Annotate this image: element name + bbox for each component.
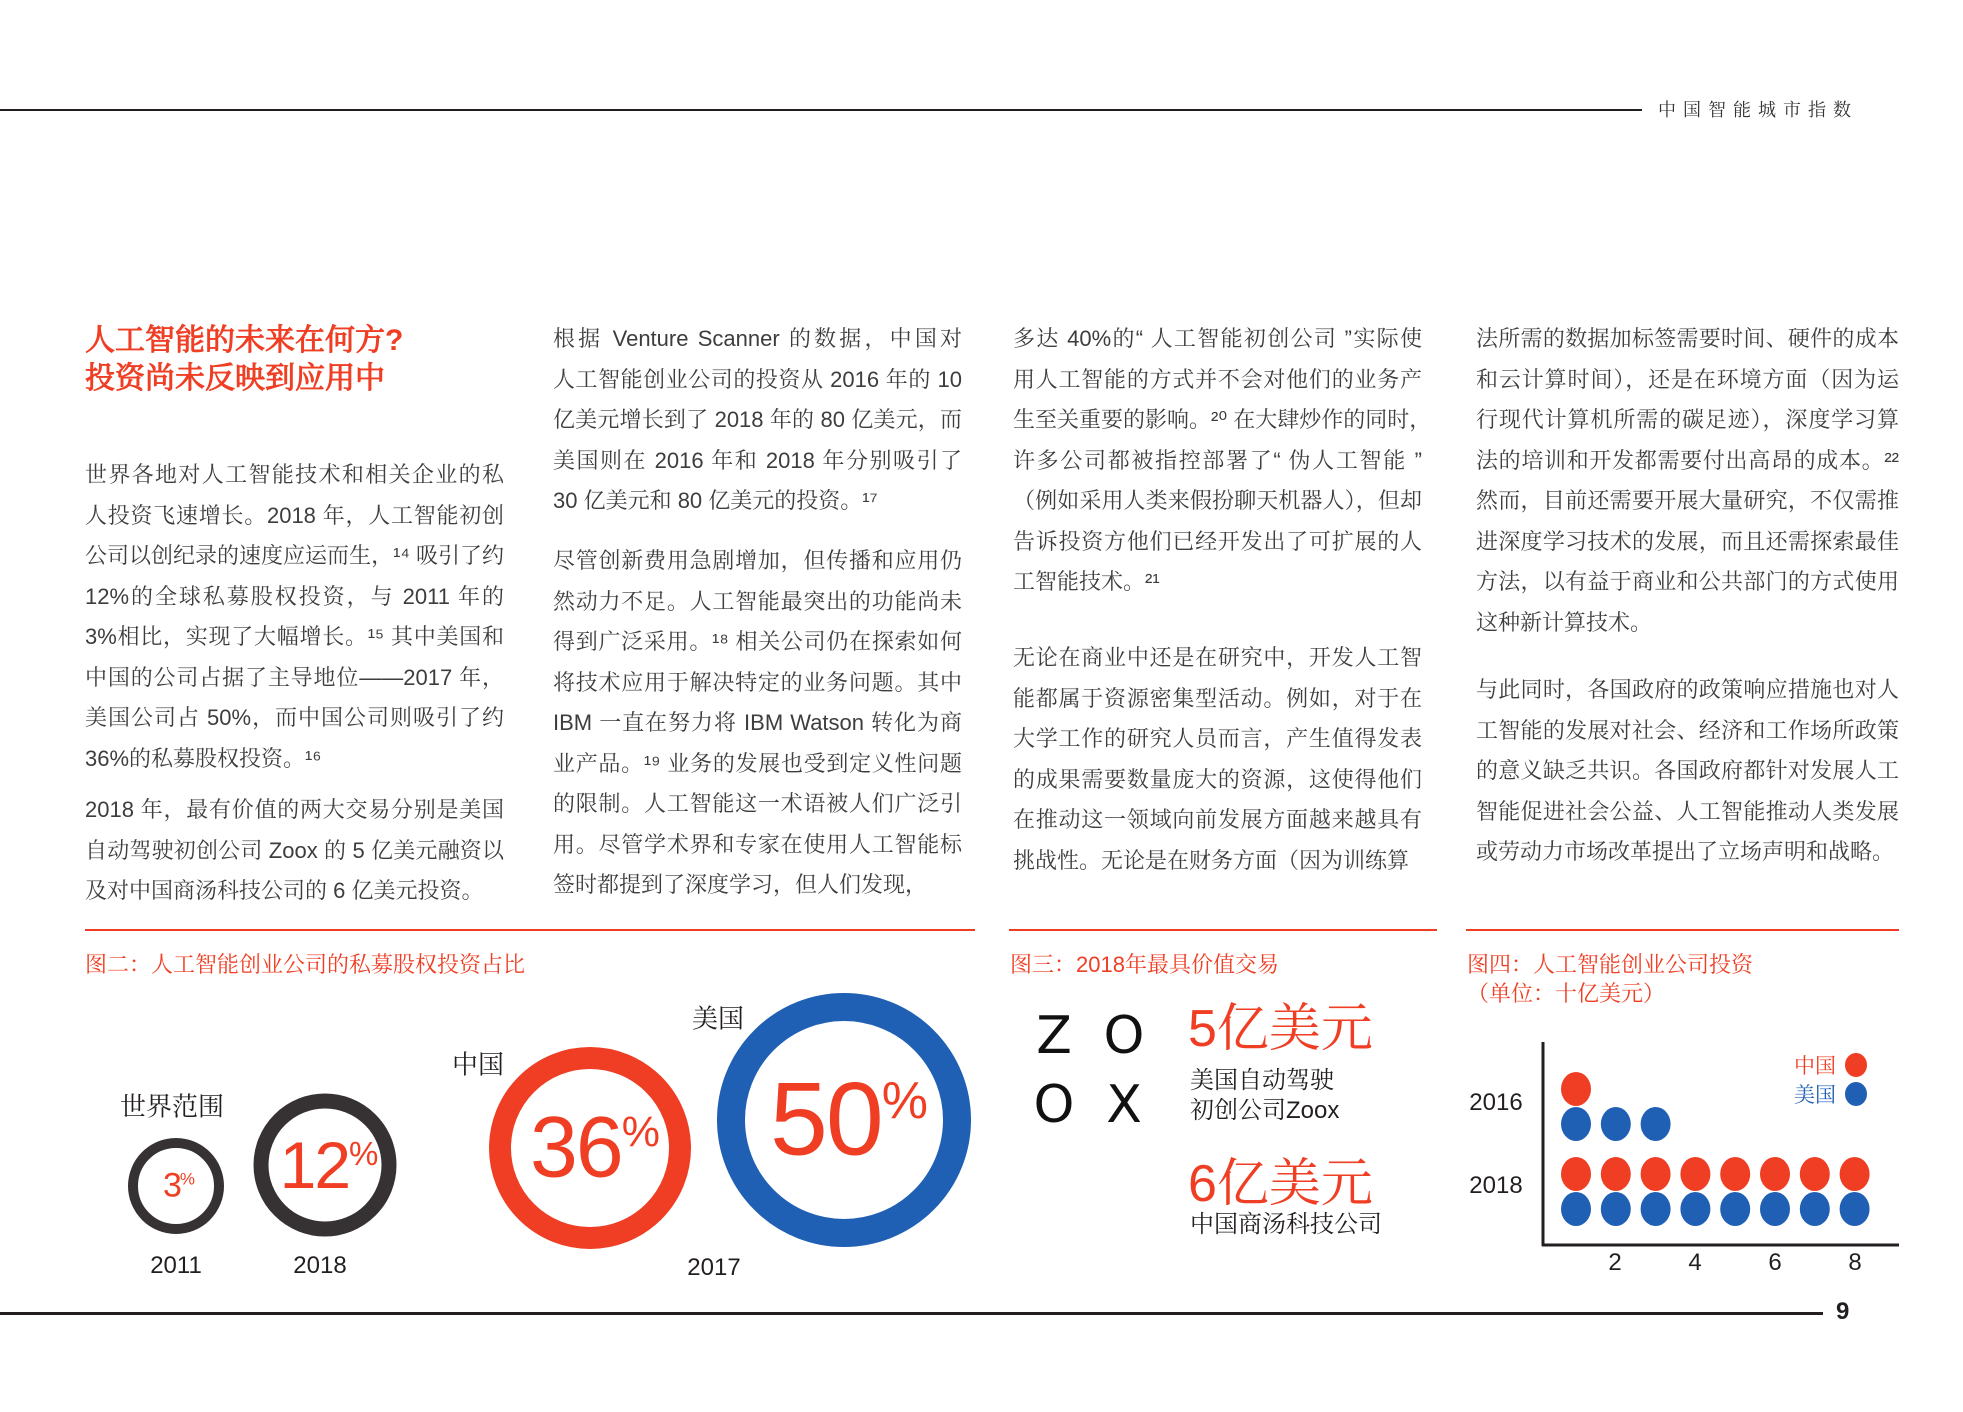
dot-us-2018 bbox=[1800, 1192, 1830, 1226]
text-line: 的限制。人工智能这一术语被人们广泛引 bbox=[553, 791, 962, 816]
dot-china-2018 bbox=[1641, 1157, 1671, 1191]
dot-china-2016 bbox=[1561, 1072, 1591, 1106]
logo-letter: O bbox=[1103, 1006, 1145, 1066]
dot-china-2018 bbox=[1680, 1157, 1710, 1191]
dot-us-2018 bbox=[1760, 1192, 1790, 1226]
text-line: 业产品。¹⁹ 业务的发展也受到定义性问题 bbox=[553, 750, 962, 776]
text-line: 自动驾驶初创公司 Zoox 的 5 亿美元融资以 bbox=[85, 837, 504, 863]
dot-us-2016 bbox=[1601, 1107, 1631, 1141]
text-line: （例如采用人类来假扮聊天机器人），但却 bbox=[1013, 488, 1422, 513]
text-line: 与此同时，各国政府的政策响应措施也对人 bbox=[1476, 677, 1899, 702]
logo-letter: X bbox=[1106, 1075, 1142, 1135]
dot-china-2018 bbox=[1601, 1157, 1631, 1191]
dot-us-2018 bbox=[1641, 1192, 1671, 1226]
year-2017: 2017 bbox=[687, 1254, 741, 1281]
deal-amount-zoox: 5亿美元 bbox=[1188, 1000, 1373, 1058]
dot-china-2018 bbox=[1561, 1157, 1591, 1191]
logo-letter: Z bbox=[1036, 1006, 1072, 1066]
dot-us-2018 bbox=[1601, 1192, 1631, 1226]
text-line: 生至关重要的影响。²⁰ 在大肆炒作的同时， bbox=[1013, 407, 1432, 432]
text-line: 告诉投资方他们已经开发出了可扩展的人 bbox=[1013, 528, 1422, 554]
text-line: 的意义缺乏共识。各国政府都针对发展人工 bbox=[1476, 758, 1899, 783]
pct-sign: % bbox=[179, 1169, 194, 1189]
caption-line: 图四：人工智能创业公司投资 bbox=[1467, 952, 1754, 977]
year-2018: 2018 bbox=[293, 1252, 347, 1279]
legend-china: 中国 bbox=[1794, 1055, 1836, 1078]
text-line: 挑战性。无论是在财务方面（因为训练算 bbox=[1013, 847, 1410, 873]
footer-rule bbox=[0, 1312, 1823, 1315]
pct-value: 36 bbox=[530, 1099, 622, 1196]
china-label: 中国 bbox=[451, 1049, 505, 1080]
text-line: 行现代计算机所需的碳足迹），深度学习算 bbox=[1476, 407, 1899, 432]
text-line: 工智能的发展对社会、经济和工作场所政策 bbox=[1476, 717, 1899, 743]
text-line: 智能促进社会公益、人工智能推动人类发展 bbox=[1476, 798, 1899, 824]
caption-line: （单位：十亿美元） bbox=[1467, 981, 1666, 1006]
desc-line: 中国商汤科技公司 bbox=[1190, 1211, 1382, 1238]
pct-value: 50 bbox=[770, 1061, 882, 1178]
x-tick-6: 6 bbox=[1768, 1249, 1782, 1276]
dot-china-2018 bbox=[1760, 1157, 1790, 1191]
y-label-2018: 2018 bbox=[1469, 1172, 1523, 1199]
text-line: 36%的私募股权投资。¹⁶ bbox=[85, 745, 322, 771]
dot-china-2018 bbox=[1720, 1157, 1750, 1191]
text-line: 中国的公司占据了主导地位——2017 年， bbox=[85, 664, 504, 690]
text-line: 美国公司占 50%，而中国公司则吸引了约 bbox=[85, 705, 504, 730]
text-line: 然而，目前还需要开展大量研究，不仅需推 bbox=[1476, 488, 1899, 513]
us-label: 美国 bbox=[691, 1003, 745, 1034]
y-label-2016: 2016 bbox=[1469, 1089, 1523, 1116]
desc-line: 初创公司Zoox bbox=[1190, 1097, 1340, 1124]
title-line-2: 投资尚未反映到应用中 bbox=[85, 362, 385, 395]
text-line: 用。尽管学术界和专家在使用人工智能标 bbox=[553, 831, 962, 857]
legend-dot-china bbox=[1845, 1053, 1867, 1077]
text-line: 签时都提到了深度学习，但人们发现， bbox=[553, 872, 928, 897]
text-line: 大学工作的研究人员而言，产生值得发表 bbox=[1013, 726, 1422, 751]
text-line: 2018 年，最有价值的两大交易分别是美国 bbox=[85, 797, 504, 822]
dot-china-2018 bbox=[1840, 1157, 1870, 1191]
dot-us-2018 bbox=[1561, 1192, 1591, 1226]
text-line: 法所需的数据加标签需要时间、硬件的成本 bbox=[1476, 326, 1899, 351]
dot-us-2018 bbox=[1680, 1192, 1710, 1226]
text-line: 公司以创纪录的速度应运而生，¹⁴ 吸引了约 bbox=[85, 543, 504, 568]
world-label: 世界范围 bbox=[119, 1091, 225, 1122]
dot-us-2016 bbox=[1641, 1107, 1671, 1141]
pct-sign: % bbox=[621, 1108, 658, 1157]
pct-sign: % bbox=[881, 1072, 926, 1131]
header-title: 中国智能城市指数 bbox=[1658, 100, 1858, 120]
pct-value: 12 bbox=[279, 1128, 350, 1202]
page-number: 9 bbox=[1836, 1298, 1850, 1325]
text-line: 根据 Venture Scanner 的数据，中国对 bbox=[553, 326, 962, 351]
pct-value: 3 bbox=[162, 1166, 180, 1205]
text-line: 人投资飞速增长。2018 年，人工智能初创 bbox=[85, 502, 504, 528]
dot-china-2018 bbox=[1800, 1157, 1830, 1191]
text-line: 在推动这一领域向前发展方面越来越具有 bbox=[1013, 807, 1422, 832]
text-line: 和云计算时间），还是在环境方面（因为运 bbox=[1476, 366, 1899, 392]
text-line: 能都属于资源密集型活动。例如，对于在 bbox=[1013, 685, 1422, 711]
text-line: 然动力不足。人工智能最突出的功能尚未 bbox=[553, 588, 962, 614]
figure3-caption: 图三：2018年最具价值交易 bbox=[1010, 952, 1279, 977]
text-line: 得到广泛采用。¹⁸ 相关公司仍在探索如何 bbox=[553, 629, 962, 654]
text-line: 多达 40%的“ 人工智能初创公司 ”实际使 bbox=[1013, 326, 1422, 351]
x-tick-8: 8 bbox=[1848, 1249, 1862, 1276]
text-line: 许多公司都被指控部署了“ 伪人工智能 ” bbox=[1013, 447, 1422, 473]
year-2011: 2011 bbox=[150, 1252, 202, 1279]
figure2-caption: 图二：人工智能创业公司的私募股权投资占比 bbox=[85, 952, 526, 977]
text-line: 12%的全球私募股权投资，与 2011 年的 bbox=[85, 583, 504, 609]
text-line: 方法，以有益于商业和公共部门的方式使用 bbox=[1476, 569, 1899, 594]
text-line: 尽管创新费用急剧增加，但传播和应用仍 bbox=[553, 548, 962, 573]
text-line: 将技术应用于解决特定的业务问题。其中 bbox=[553, 669, 962, 695]
text-line: 美国则在 2016 年和 2018 年分别吸引了 bbox=[553, 447, 962, 473]
text-line: 用人工智能的方式并不会对他们的业务产 bbox=[1013, 366, 1422, 392]
dot-us-2018 bbox=[1720, 1192, 1750, 1226]
legend-us: 美国 bbox=[1794, 1084, 1836, 1107]
text-line: 30 亿美元和 80 亿美元的投资。¹⁷ bbox=[553, 488, 878, 513]
text-line: 3%相比，实现了大幅增长。¹⁵ 其中美国和 bbox=[85, 624, 504, 649]
text-line: IBM 一直在努力将 IBM Watson 转化为商 bbox=[553, 710, 962, 735]
text-line: 或劳动力市场改革提出了立场声明和战略。 bbox=[1476, 839, 1895, 864]
x-tick-4: 4 bbox=[1688, 1249, 1702, 1276]
text-line: 这种新计算技术。 bbox=[1476, 609, 1653, 635]
text-line: 及对中国商汤科技公司的 6 亿美元投资。 bbox=[85, 878, 484, 903]
logo-letter: O bbox=[1033, 1075, 1075, 1135]
pct-sign: % bbox=[349, 1134, 377, 1172]
dot-us-2018 bbox=[1840, 1192, 1870, 1226]
dot-us-2016 bbox=[1561, 1107, 1591, 1141]
text-line: 的成果需要数量庞大的资源，这使得他们 bbox=[1013, 766, 1422, 792]
text-line: 进深度学习技术的发展，而且还需探索最佳 bbox=[1476, 528, 1899, 554]
text-line: 人工智能创业公司的投资从 2016 年的 10 bbox=[553, 366, 962, 392]
text-line: 法的培训和开发都需要付出高昂的成本。²² bbox=[1476, 447, 1899, 473]
title-line-1: 人工智能的未来在何方? bbox=[85, 324, 404, 357]
text-line: 亿美元增长到了 2018 年的 80 亿美元，而 bbox=[553, 407, 962, 432]
deal-amount-sensetime: 6亿美元 bbox=[1188, 1155, 1373, 1213]
desc-line: 美国自动驾驶 bbox=[1190, 1067, 1334, 1094]
text-line: 工智能技术。²¹ bbox=[1013, 569, 1160, 594]
text-line: 无论在商业中还是在研究中，开发人工智 bbox=[1013, 645, 1422, 670]
legend-dot-us bbox=[1845, 1082, 1867, 1106]
x-tick-2: 2 bbox=[1608, 1249, 1622, 1276]
text-line: 世界各地对人工智能技术和相关企业的私 bbox=[85, 462, 504, 487]
